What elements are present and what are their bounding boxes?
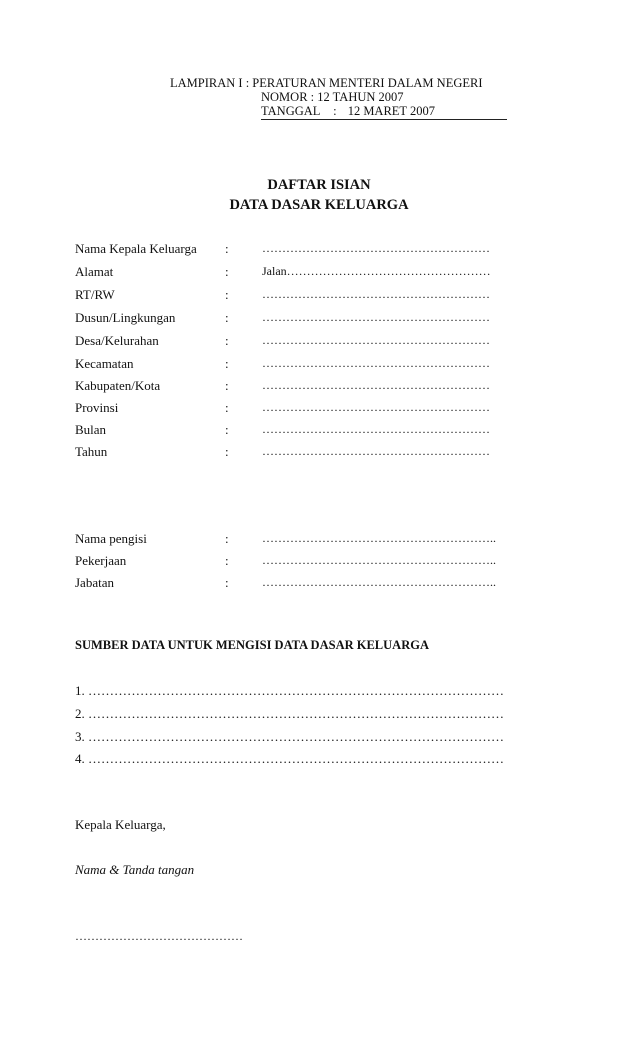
field-label: RT/RW xyxy=(75,287,115,302)
title-line-2: DATA DASAR KELUARGA xyxy=(229,197,409,213)
title-line-1: DAFTAR ISIAN xyxy=(267,177,371,193)
field-label: Bulan xyxy=(75,422,107,437)
field-label: Kabupaten/Kota xyxy=(75,378,161,393)
pengisi-row xyxy=(75,553,515,573)
field-value[interactable]: ………………………………………………… xyxy=(262,287,490,301)
tanggal-separator: : xyxy=(333,104,337,118)
field-value[interactable]: ………………………………………………… xyxy=(262,378,490,392)
field-separator: : xyxy=(225,531,229,546)
field-row xyxy=(75,400,515,420)
field-label: Pekerjaan xyxy=(75,553,127,568)
field-value[interactable]: ………………………………………………… xyxy=(262,400,490,414)
sumber-item[interactable]: 1. …………………………………………………………………………………… xyxy=(75,683,504,698)
field-label: Desa/Kelurahan xyxy=(75,333,159,348)
field-value[interactable]: ………………………………………………… xyxy=(262,241,490,255)
field-row xyxy=(75,287,515,307)
field-separator: : xyxy=(225,241,229,256)
field-value[interactable]: Jalan…………………………………………… xyxy=(262,264,491,278)
tanggal-value: 12 MARET 2007 xyxy=(347,104,435,118)
field-row xyxy=(75,444,515,464)
field-separator: : xyxy=(225,287,229,302)
signature-name-label: Nama & Tanda tangan xyxy=(75,862,195,877)
field-value[interactable]: ………………………………………………….. xyxy=(262,553,496,567)
nomor-line: NOMOR : 12 TAHUN 2007 xyxy=(261,90,404,104)
field-separator: : xyxy=(225,356,229,371)
sumber-item[interactable]: 2. …………………………………………………………………………………… xyxy=(75,706,504,721)
field-value[interactable]: ………………………………………………… xyxy=(262,356,490,370)
field-value[interactable]: ………………………………………………… xyxy=(262,333,490,347)
field-separator: : xyxy=(225,575,229,590)
field-label: Tahun xyxy=(75,444,108,459)
field-label: Nama Kepala Keluarga xyxy=(75,241,197,256)
field-label: Jabatan xyxy=(75,575,114,590)
pengisi-row xyxy=(75,531,515,551)
header-underline xyxy=(261,119,507,120)
field-value[interactable]: ………………………………………………… xyxy=(262,310,490,324)
field-separator: : xyxy=(225,378,229,393)
field-label: Dusun/Lingkungan xyxy=(75,310,176,325)
sumber-item[interactable]: 3. …………………………………………………………………………………… xyxy=(75,729,504,744)
field-label: Provinsi xyxy=(75,400,119,415)
pengisi-row xyxy=(75,575,515,595)
field-label: Nama pengisi xyxy=(75,531,147,546)
field-row xyxy=(75,264,515,284)
field-row xyxy=(75,241,515,261)
field-separator: : xyxy=(225,310,229,325)
field-value[interactable]: ………………………………………………… xyxy=(262,444,490,458)
field-label: Alamat xyxy=(75,264,114,279)
field-value[interactable]: ………………………………………………….. xyxy=(262,575,496,589)
field-value[interactable]: ………………………………………………….. xyxy=(262,531,496,545)
field-label: Kecamatan xyxy=(75,356,134,371)
field-row xyxy=(75,333,515,353)
field-row xyxy=(75,310,515,330)
signature-role: Kepala Keluarga, xyxy=(75,817,166,832)
field-separator: : xyxy=(225,333,229,348)
field-separator: : xyxy=(225,422,229,437)
sumber-item[interactable]: 4. …………………………………………………………………………………… xyxy=(75,751,504,766)
field-row xyxy=(75,422,515,442)
field-row xyxy=(75,378,515,398)
field-separator: : xyxy=(225,264,229,279)
tanggal-line xyxy=(261,103,435,119)
sumber-heading: SUMBER DATA UNTUK MENGISI DATA DASAR KELUARGA xyxy=(75,638,429,652)
field-separator: : xyxy=(225,400,229,415)
field-separator: : xyxy=(225,553,229,568)
field-row xyxy=(75,356,515,376)
field-separator: : xyxy=(225,444,229,459)
lampiran-line: LAMPIRAN I : PERATURAN MENTERI DALAM NEGERI xyxy=(170,76,483,90)
field-value[interactable]: ………………………………………………… xyxy=(262,422,490,436)
tanggal-label: TANGGAL xyxy=(261,104,320,118)
signature-line[interactable]: …………………………………… xyxy=(75,929,243,943)
